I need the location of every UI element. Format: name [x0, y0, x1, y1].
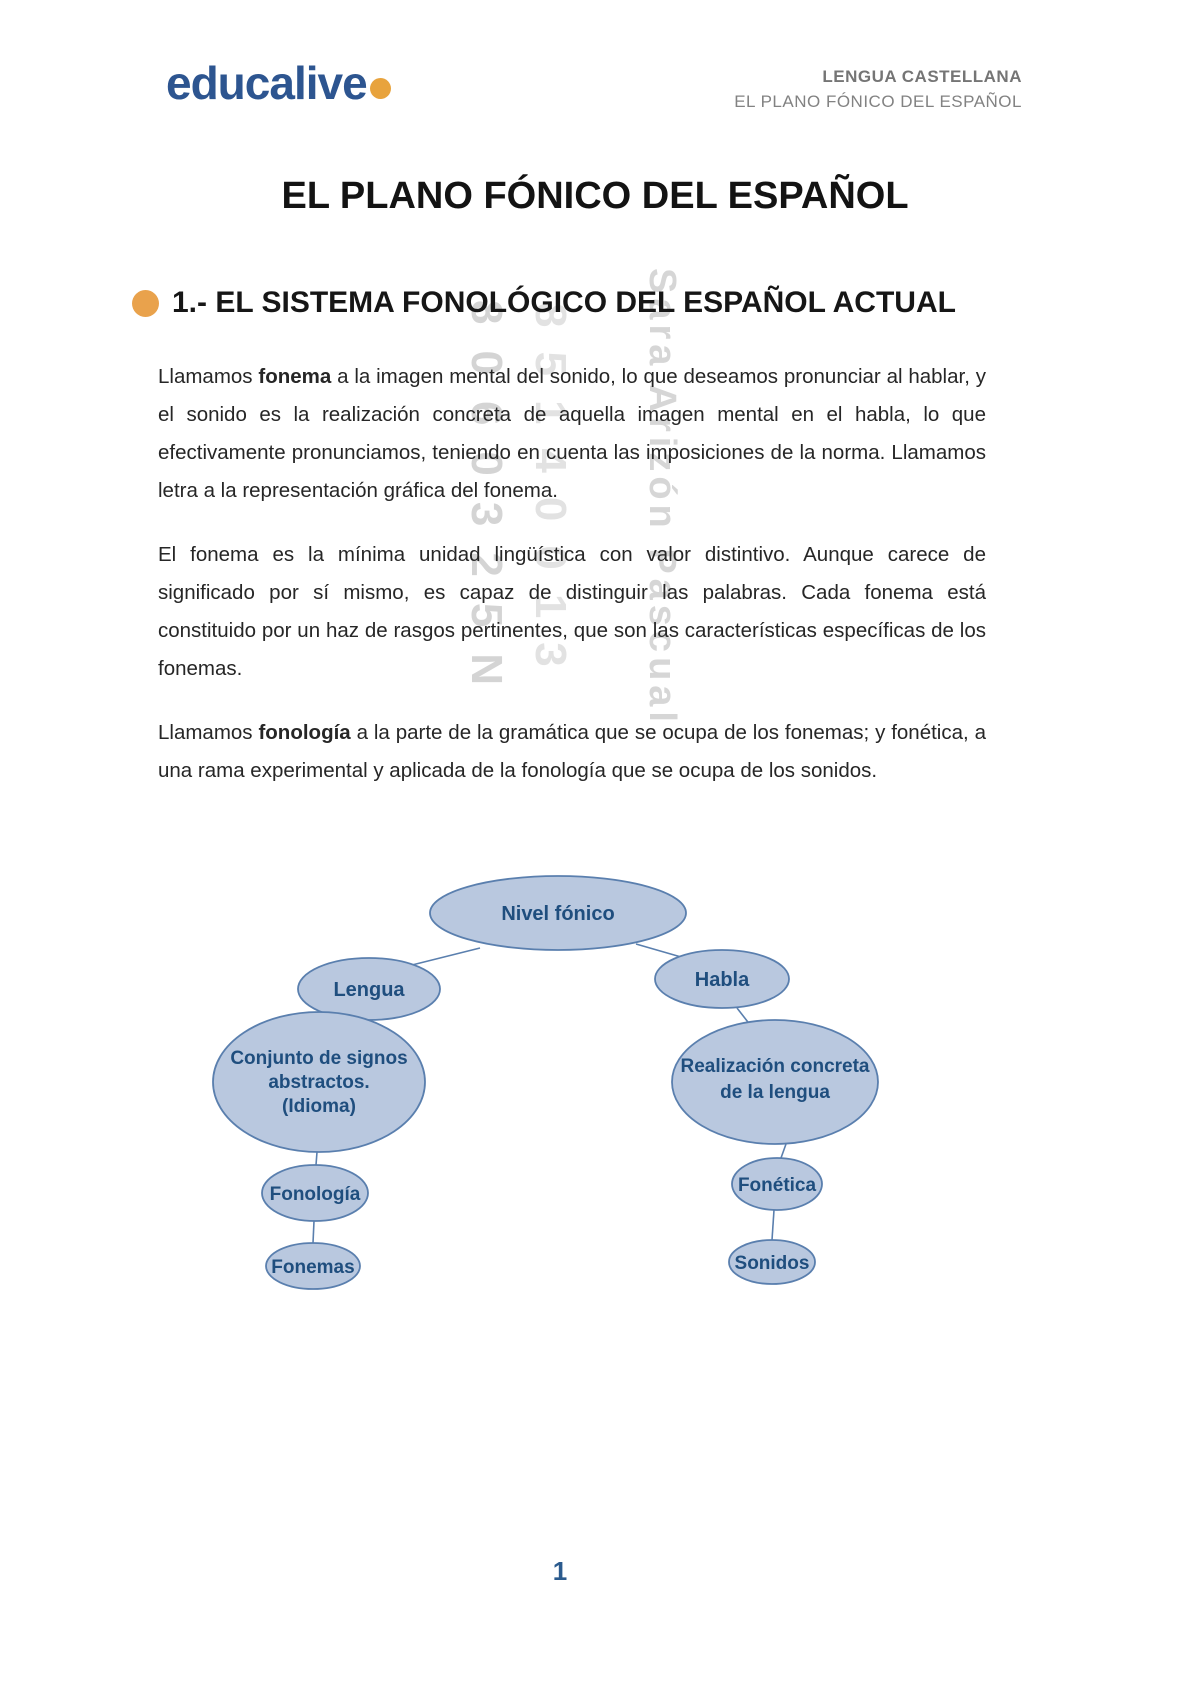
header-subject: LENGUA CASTELLANA: [822, 67, 1022, 86]
node-label-nivel-fonico: Nivel fónico: [501, 903, 615, 925]
paragraph-text: a la parte de la gramática que se ocupa de los fonemas; y fonética, a una rama experimental y aplicada de la fonología que se ocupa de los sonidos.: [158, 721, 986, 782]
paragraph-3: [158, 714, 986, 790]
node-label-fonemas: Fonemas: [271, 1257, 355, 1278]
page-title: EL PLANO FÓNICO DEL ESPAÑOL: [281, 175, 909, 217]
section-heading: [132, 286, 1030, 320]
paragraph-text: El fonema es la mínima unidad lingüística con valor distintivo. Aunque carece de significado por sí mismo, es capaz de distinguir las palabras. Cada fonema está constituido por un haz de rasgos pertinentes, que son las características específicas de los fonemas.: [158, 543, 986, 680]
header-topic: EL PLANO FÓNICO DEL ESPAÑOL: [734, 92, 1022, 111]
node-label-conjunto-line2: abstractos.: [268, 1072, 370, 1093]
connector-fonologia-fonemas: [313, 1221, 314, 1243]
node-label-realizacion-line2: de la lengua: [720, 1082, 830, 1103]
page-number: 1: [552, 1556, 568, 1586]
orange-bullet-icon: [132, 290, 159, 317]
connector-nivel-lengua: [408, 948, 480, 966]
bold-term-fonema: fonema: [258, 365, 332, 388]
educalive-logo: [166, 56, 391, 110]
node-label-conjunto-line3: (Idioma): [282, 1096, 356, 1117]
node-label-sonidos: Sonidos: [734, 1253, 810, 1274]
paragraph-1: [158, 358, 986, 510]
paragraph-text: Llamamos: [158, 365, 259, 388]
watermark-id-number: 8060325N: [462, 300, 511, 712]
paragraph-2: [158, 536, 986, 688]
node-label-lengua: Lengua: [333, 979, 405, 1001]
bold-term-fonologia: fonología: [258, 721, 351, 744]
logo-text: educalive: [166, 57, 367, 109]
connector-conjunto-fonologia: [316, 1152, 317, 1165]
document-header: [734, 64, 1022, 114]
connector-realizacion-fonetica: [781, 1144, 786, 1158]
connector-fonetica-sonidos: [772, 1210, 774, 1240]
node-label-fonetica: Fonética: [737, 1175, 817, 1196]
watermark-id-number-2: 85140013: [526, 303, 575, 691]
logo-dot-icon: [370, 78, 391, 99]
paragraph-text: a la imagen mental del sonido, lo que deseamos pronunciar al hablar, y el sonido es la realización concreta de aquella imagen mental en el habla, lo que efectivamente pronunciamos, teniendo en cuenta las imposiciones de la norma. Llamamos letra a la representación gráfica del fonema.: [158, 365, 986, 502]
node-label-conjunto-line1: Conjunto de signos: [230, 1048, 408, 1069]
body-text: [158, 358, 986, 816]
concept-map-diagram: [0, 860, 1190, 1300]
node-label-realizacion-line1: Realización concreta: [680, 1056, 870, 1077]
node-label-fonologia: Fonología: [269, 1184, 361, 1205]
watermark-name: Sara Arizón Pascual: [641, 268, 683, 727]
section-heading-text: 1.- EL SISTEMA FONOLÓGICO DEL ESPAÑOL ACTUAL: [172, 286, 956, 319]
paragraph-text: Llamamos: [158, 721, 259, 744]
node-label-habla: Habla: [694, 969, 750, 991]
